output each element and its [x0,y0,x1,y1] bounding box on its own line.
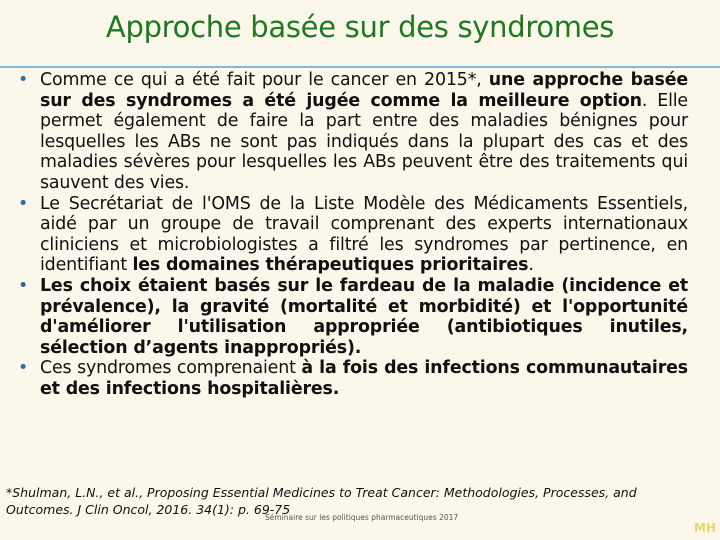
bullet-icon: • [18,275,29,296]
bullet-text: Comme ce qui a été fait pour le cancer en 2015*, [40,70,489,90]
bullet-item [16,358,688,399]
slide-title: Approche basée sur des syndromes [105,10,615,44]
footnote: *Shulman, L.N., et al., Proposing Essential Medicines to Treat Cancer: Methodologies, Processes, and Outcomes. J Clin Oncol, 2016. 34(1): p. 69-75 [6,485,637,517]
slide-content [16,70,688,400]
bullet-icon: • [18,70,29,90]
bullet-item [16,70,688,194]
bullet-text: Ces syndromes comprenaient [40,358,302,379]
bullet-text: . [528,255,534,276]
bullet-list [16,70,688,400]
bullet-text: Le Secrétariat de l'OMS de la Liste Modèle des Médicaments Essentiels, aidé par un groupe de travail comprenant des experts internationaux cliniciens et microbiologistes a filtré les syndromes par pertinence, en identifiant [40,193,688,276]
bullet-icon: • [18,193,29,214]
bullet-item [16,194,688,276]
bullet-text-bold: Les choix étaient basés sur le fardeau de la maladie (incidence et prévalence), la gravité (mortalité et morbidité) et l'opportunité d'améliorer l'utilisation appropriée (antibiotiques inutiles, sélection d’agents inappropriés). [40,275,688,358]
title-bar [0,0,720,68]
bullet-text-bold: une approche basée sur des syndromes a été jugée comme la meilleure option [40,70,688,111]
logo: MH [694,521,716,535]
bullet-icon: • [18,358,29,379]
bullet-item [16,276,688,358]
footer-label: Séminaire sur les politiques pharmaceutiques 2017 [265,513,459,522]
bullet-text-bold: les domaines thérapeutiques prioritaires [132,255,529,276]
bullet-text: . Elle permet également de faire la part entre des maladies bénignes pour lesquelles les ABs ne sont pas indiqués dans la plupart des cas et des maladies sévères pour lesquelles les ABs peuvent être des traitements qui sauvent des vies. [40,90,688,193]
bullet-text-bold: à la fois des infections communautaires et des infections hospitalières. [40,358,688,399]
title-divider [0,66,720,68]
